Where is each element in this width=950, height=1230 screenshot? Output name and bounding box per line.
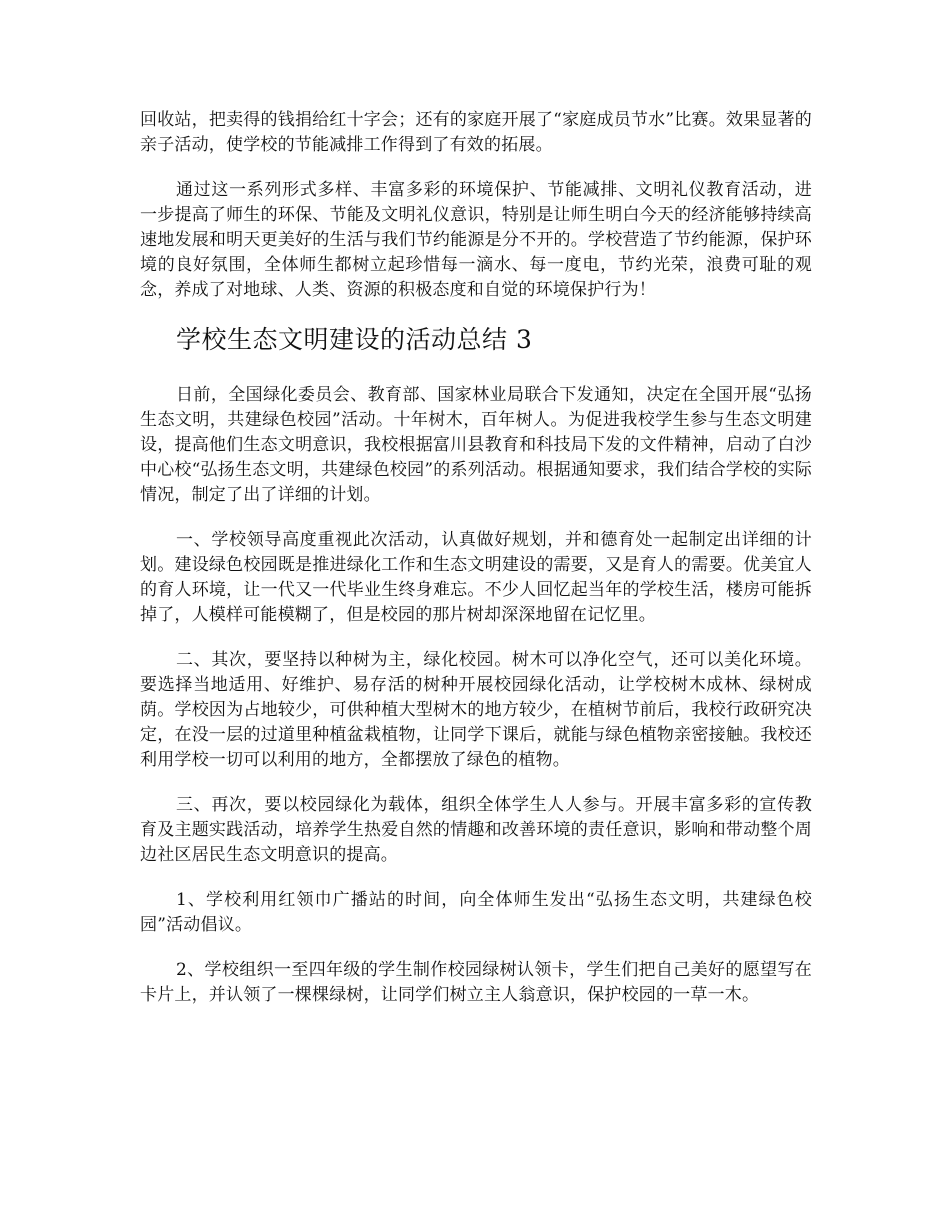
paragraph-item-1: 1、学校利用红领巾广播站的时间，向全体师生发出“弘扬生态文明，共建绿色校园”活动倡议。	[140, 890, 812, 935]
paragraph-point-2: 二、其次，要坚持以种树为主，绿化校园。树木可以净化空气，还可以美化环境。要选择当地适用、好维护、易存活的树种开展校园绿化活动，让学校树木成林、绿树成荫。学校因为占地较少，可供种植大型树木的地方较少，在植树节前后，我校行政研究决定，在没一层的过道里种植盆栽植物，让同学下课后，就能与绿色植物亲密接触。我校还利用学校一切可以利用的地方，全都摆放了绿色的植物。	[140, 650, 812, 770]
section-title: 学校生态文明建设的活动总结 3	[176, 325, 533, 354]
paragraph-point-1: 一、学校领导高度重视此次活动，认真做好规划，并和德育处一起制定出详细的计划。建设绿色校园既是推进绿化工作和生态文明建设的需要，又是育人的需要。优美宜人的育人环境，让一代又一代毕业生终身难忘。不少人回忆起当年的学校生活，楼房可能拆掉了，人模样可能模糊了，但是校园的那片树却深深地留在记忆里。	[140, 530, 812, 625]
paragraph-continuation: 回收站，把卖得的钱捐给红十字会；还有的家庭开展了“家庭成员节水”比赛。效果显著的亲子活动，使学校的节能减排工作得到了有效的拓展。	[140, 110, 812, 155]
paragraph-point-3: 三、再次，要以校园绿化为载体，组织全体学生人人参与。开展丰富多彩的宣传教育及主题实践活动，培养学生热爱自然的情趣和改善环境的责任意识，影响和带动整个周边社区居民生态文明意识的提高。	[140, 795, 812, 865]
paragraph-summary: 通过这一系列形式多样、丰富多彩的环境保护、节能减排、文明礼仪教育活动，进一步提高了师生的环保、节能及文明礼仪意识，特别是让师生明白今天的经济能够持续高速地发展和明天更美好的生活与我们节约能源是分不开的。学校营造了节约能源，保护环境的良好氛围，全体师生都树立起珍惜每一滴水、每一度电，节约光荣，浪费可耻的观念，养成了对地球、人类、资源的积极态度和自觉的环境保护行为！	[140, 180, 812, 300]
paragraph-item-2: 2、学校组织一至四年级的学生制作校园绿树认领卡，学生们把自己美好的愿望写在卡片上，并认领了一棵棵绿树，让同学们树立主人翁意识，保护校园的一草一木。	[140, 960, 812, 1005]
paragraph-intro: 日前，全国绿化委员会、教育部、国家林业局联合下发通知，决定在全国开展“弘扬生态文明，共建绿色校园”活动。十年树木，百年树人。为促进我校学生参与生态文明建设，提高他们生态文明意识，我校根据富川县教育和科技局下发的文件精神，启动了白沙中心校“弘扬生态文明，共建绿色校园”的系列活动。根据通知要求，我们结合学校的实际情况，制定了出了详细的计划。	[140, 385, 812, 505]
document-body	[140, 108, 812, 1028]
